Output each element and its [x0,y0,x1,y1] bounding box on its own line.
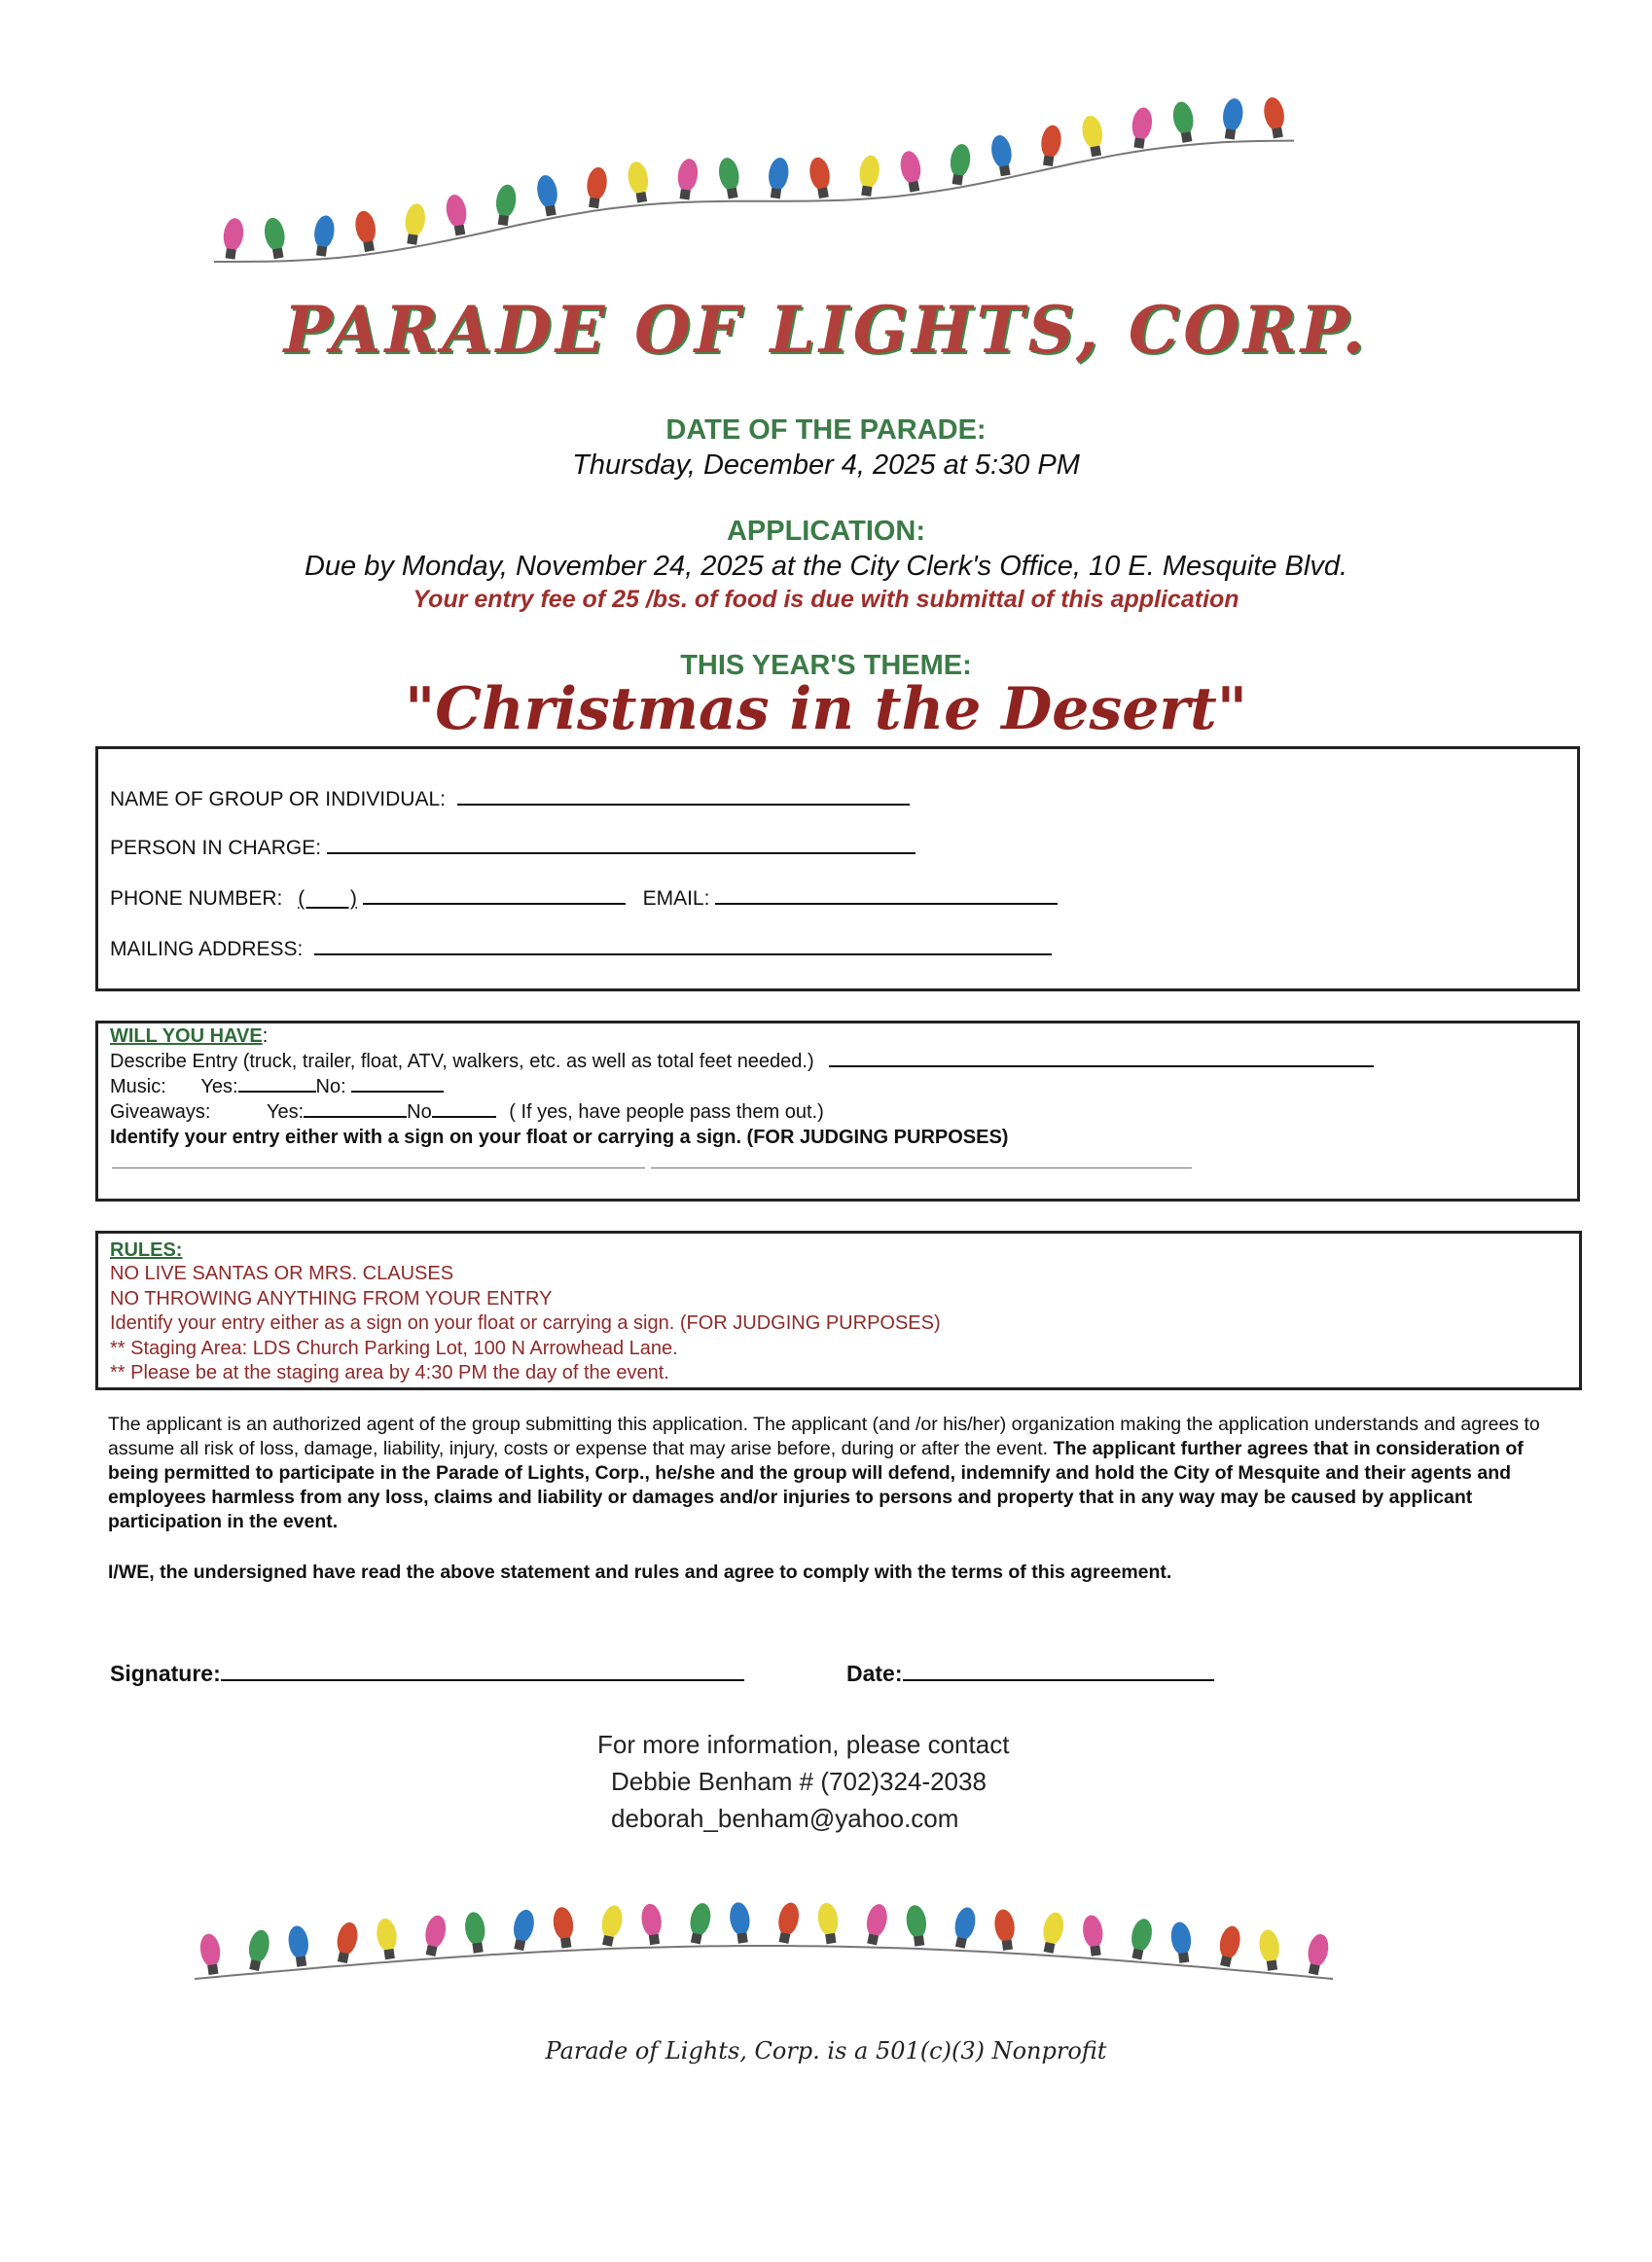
light-bulb-icon [716,157,742,200]
describe-entry-label: Describe Entry (truck, trailer, float, ATV, walkers, etc. as well as total feet needed.) [110,1051,814,1072]
light-bulb-icon [221,217,246,260]
name-label: NAME OF GROUP OR INDIVIDUAL: [110,788,446,810]
light-bulb-icon [1128,1917,1155,1960]
rules-box [95,1231,1582,1390]
person-input-line[interactable] [327,833,916,854]
date-input-line[interactable] [903,1658,1214,1681]
agreement-statement: I/WE, the undersigned have read the above statement and rules and agree to comply with the terms of this agreement. [108,1562,1172,1583]
light-bulb-icon [639,1903,664,1946]
light-bulb-icon [311,214,337,257]
date-heading: DATE OF THE PARADE: [665,414,987,446]
rule-item: ** Staging Area: LDS Church Parking Lot, 100 N Arrowhead Lane. [110,1337,678,1359]
giveaways-note: ( If yes, have people pass them out.) [509,1101,824,1123]
light-bulb-icon [584,166,609,209]
light-bulb-icon [948,143,973,186]
contact-email[interactable]: deborah_benham@yahoo.com [611,1804,959,1833]
light-bulb-icon [808,156,834,199]
light-bulb-icon [353,209,379,253]
identify-input-line-2[interactable] [651,1167,1192,1168]
rule-item: ** Please be at the staging area by 4:30 PM the day of the event. [110,1362,669,1383]
light-bulb-icon [552,1906,577,1949]
giveaways-no-label: No [407,1101,432,1123]
music-label: Music: [110,1076,166,1097]
phone-label: PHONE NUMBER: [110,887,283,910]
date-row [846,1658,1214,1687]
signature-label: Signature: [110,1661,221,1686]
rules-heading: RULES: [110,1239,183,1261]
light-bulb-icon [774,1901,802,1945]
entry-fee-note: Your entry fee of 25 /bs. of food is due with submittal of this application [413,586,1239,613]
theme-value: "Christmas in the Desert" [404,675,1247,743]
light-bulb-icon [1262,95,1288,139]
music-no-label: No: [315,1076,346,1097]
light-bulb-icon [286,1924,311,1967]
nonprofit-note: Parade of Lights, Corp. is a 501(c)(3) Nonprofit [545,2037,1107,2065]
light-wire [195,1946,1333,1979]
music-yes-label: Yes: [200,1076,238,1097]
light-bulb-icon [862,1902,889,1946]
light-bulb-icon [597,1904,625,1948]
light-bulb-icon [244,1928,271,1972]
describe-entry-input-line[interactable] [829,1050,1374,1067]
light-bulb-icon [493,183,519,226]
person-field-row [110,833,916,860]
org-title-logo: PARADE OF LIGHTS, CORP. [283,292,1369,368]
light-bulb-icon [989,133,1016,177]
music-yes-input-line[interactable] [238,1075,316,1093]
indemnify-text: The applicant further agrees that in consideration of being permitted to participate in the Parade of Lights, Corp., he/she and the group will defend, indemnify and hold the City of Mesquite and their agents and employees harmless from any loss, claims and liability or damages and/or injuries to persons and property that in any way may be caused by applicant participation in the event. [108,1438,1524,1532]
email-label: EMAIL: [642,887,710,910]
rules-list [110,1262,941,1386]
light-wire [214,141,1294,262]
light-bulb-icon [856,154,881,197]
light-bulb-icon [1081,1914,1106,1957]
liability-statement [108,1413,1567,1534]
email-input-line[interactable] [715,883,1058,905]
light-bulb-icon [1304,1932,1331,1976]
name-input-line[interactable] [457,784,910,806]
christmas-lights-top-illustration [0,0,1652,292]
light-bulb-icon [1129,106,1154,149]
identify-input-line-1[interactable] [112,1167,645,1168]
light-bulb-icon [375,1918,400,1960]
contact-line-intro: For more information, please contact [597,1730,1010,1759]
light-bulb-icon [898,150,924,194]
light-bulb-icon [1170,100,1197,144]
rule-item: Identify your entry either as a sign on your float or carrying a sign. (FOR JUDGING PURPOSES) [110,1312,941,1334]
theme-heading: THIS YEAR'S THEME: [680,650,972,681]
describe-entry-row [110,1049,1374,1074]
giveaways-yes-label: Yes: [266,1101,305,1123]
light-bulb-icon [816,1902,842,1945]
name-field-row [110,784,910,811]
light-bulb-icon [1215,1924,1242,1968]
light-bulb-icon [905,1904,930,1947]
date-value: Thursday, December 4, 2025 at 5:30 PM [572,449,1080,481]
light-bulb-icon [626,161,652,204]
date-label: Date: [846,1661,903,1686]
contact-info [597,1726,1009,1837]
light-bulb-icon [1038,124,1063,166]
light-bulb-icon [951,1906,978,1950]
light-bulb-icon [444,193,470,236]
light-bulb-icon [675,158,700,200]
phone-field-row [110,883,1058,911]
light-bulb-icon [766,157,791,199]
address-input-line[interactable] [314,934,1052,955]
music-row [110,1074,444,1099]
signature-row [110,1658,744,1687]
will-you-have-box [95,1021,1580,1202]
application-heading: APPLICATION: [726,516,926,547]
rule-item: NO LIVE SANTAS OR MRS. CLAUSES [110,1263,454,1284]
giveaways-row [110,1099,824,1125]
liability-text: The applicant is an authorized agent of the group submitting this application. The applicant (and /or his/her) organization making the application understands and agrees to assume all risk of loss, damage, liability, injury, costs or expense that may arise before, during or after the event. [108,1414,1540,1459]
light-bulb-icon [1039,1911,1066,1955]
light-bulb-icon [1220,97,1245,140]
light-bulb-icon [1169,1921,1195,1963]
light-bulb-icon [509,1908,536,1952]
giveaways-no-input-line[interactable] [432,1100,496,1118]
person-label: PERSON IN CHARGE: [110,837,322,859]
light-bulb-icon [402,202,427,245]
will-you-have-heading: WILL YOU HAVE [110,1025,263,1047]
light-bulb-icon [262,216,288,260]
rules-heading-row [110,1238,182,1263]
christmas-lights-bottom-illustration [0,1878,1652,2014]
light-bulb-icon [992,1908,1018,1951]
giveaways-label: Giveaways: [110,1101,211,1123]
light-bulb-icon [333,1921,360,1964]
light-bulb-icon [463,1911,488,1954]
address-label: MAILING ADDRESS: [110,938,304,960]
giveaways-yes-input-line[interactable] [304,1100,407,1118]
signature-input-line[interactable] [221,1658,744,1681]
contact-info-box [95,746,1580,991]
phone-area-code[interactable]: ( ) [298,887,357,910]
application-due: Due by Monday, November 24, 2025 at the City Clerk's Office, 10 E. Mesquite Blvd. [304,551,1348,582]
light-bulb-icon [421,1914,449,1957]
light-bulb-icon [728,1901,753,1944]
heading-colon: : [262,1025,269,1047]
address-field-row [110,934,1052,961]
will-you-have-heading-row [110,1023,268,1049]
phone-input-line[interactable] [363,883,626,905]
music-no-input-line[interactable] [351,1075,444,1093]
contact-phone: Debbie Benham # (702)324-2038 [611,1767,987,1796]
light-bulb-icon [1257,1928,1282,1971]
identify-entry-text: Identify your entry either with a sign on your float or carrying a sign. (FOR JUDGING PURPOSES) [110,1127,1009,1148]
light-bulb-icon [535,173,561,217]
light-bulb-icon [1080,114,1106,158]
light-bulb-icon [686,1901,713,1945]
light-bulb-icon [198,1932,224,1975]
rule-item: NO THROWING ANYTHING FROM YOUR ENTRY [110,1287,553,1310]
